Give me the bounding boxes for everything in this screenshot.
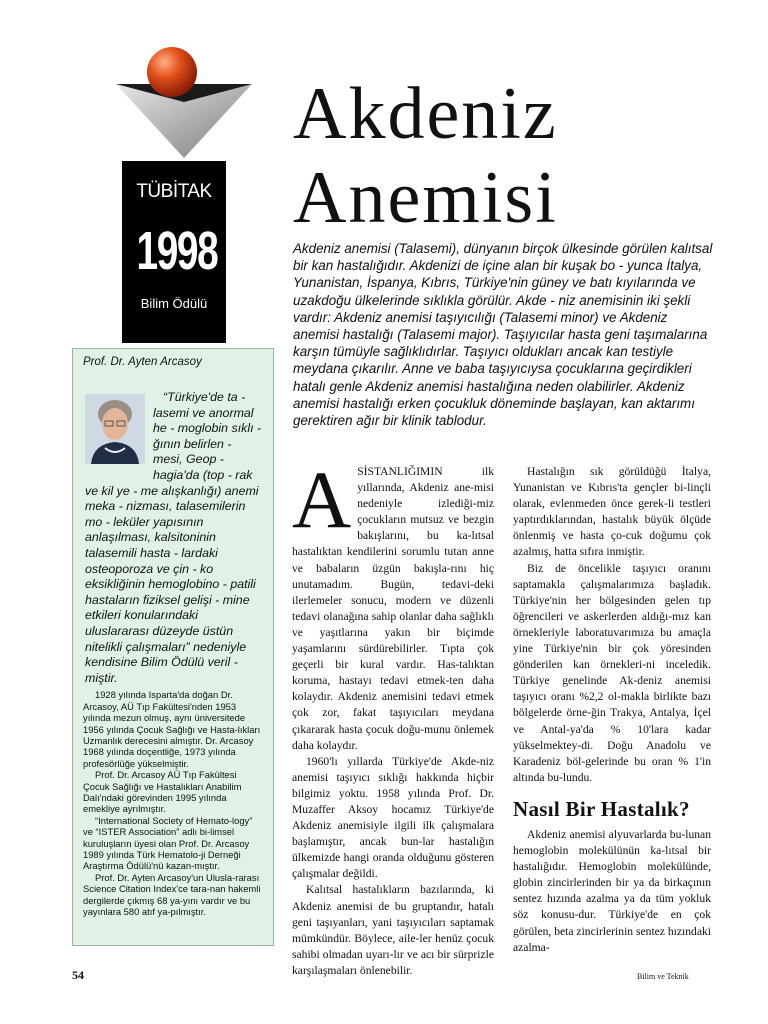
- bio-paragraph: 1928 yılında Isparta'da doğan Dr. Arcasoy, AÜ Tıp Fakültesi'nden 1953 yılında mezun olmuş, aynı üniversitede 1956 yılında Çocuk Sağlığı ve Hasta-lıkları Uzmanlık derecesini almıştır. Dr. Arcasoy 1968 yılında doçentliğe, 1973 yılında profesörlüğe yükselmiştir.: [83, 689, 261, 769]
- bio-paragraph: Prof. Dr. Ayten Arcasoy'un Ulusla-rarası Science Citation Index'ce tara-nan hakemli dergilerde çıkmış 68 ya-yını vardır ve bu yayınlara 580 atıf ya-pılmıştır.: [83, 871, 261, 917]
- body-column-1: [292, 454, 494, 979]
- body-column-2: [513, 464, 711, 956]
- sidebar-box: [72, 348, 274, 946]
- bio-paragraph: “International Society of Hemato-logy” ve “ISTER Association” adlı bi-limsel kuruluşların üyesi olan Prof. Dr. Arcasoy 1989 yılında Türk Hematolo-ji Derneği Araştırma Ödülü'nü kazan-mıştır.: [83, 814, 253, 872]
- article-title: [293, 72, 753, 240]
- badge-org: TÜBİTAK: [136, 181, 212, 202]
- badge-year: 1998: [136, 221, 218, 281]
- tubitak-logo-icon: [116, 46, 252, 161]
- title-line-2: Anemisi: [293, 157, 558, 239]
- magazine-name: Bilim ve Teknik: [637, 972, 689, 981]
- portrait-photo: [85, 394, 145, 464]
- title-line-1: Akdeniz: [293, 73, 558, 155]
- intro-paragraph: Akdeniz anemisi (Talasemi), dünyanın birçok ülkesinde görülen kalıtsal bir kan hastalığıdır. Akdenizi de içine alan bir kuşak bo - yunca İtalya, Yunanistan, İspanya, Kıbrıs, Türkiye'nin güney ve batı kıyılarında ve uzakdoğu ülkelerinde sıklıkla görülür. Akde - niz anemisinin iki şekli vardır: Akdeniz anemisi taşıyıcılığı (Talasemi minor) ve Akdeniz anemisi hastalığı (Talasemi major). Taşıyıcılar hasta geni taşımalarına karşın tümüyle sağlıklıdırlar. Taşıyıcı oldukları ancak kan testiyle meydana çıkarılır. Anne ve baba taşıyıcıysa çocuklarına geçirdikleri hatalı genle Akdeniz anemisi hastalığına neden olabilirler. Akdeniz anemisi hastalığı erken çocukluk döneminde başlayan, kan aktarımı gerektiren ağır bir klinik tablodur.: [293, 241, 713, 429]
- body-paragraph: Akdeniz anemisi alyuvarlarda bu-lunan hemoglobin molekülünün ka-lıtsal bir hastalığıdır. Hemoglobin molekülünde, globin zincirlerinden bir ya da birkaçının sentez hızında azalma ya da tüm yokluk söz konusu-dur. Türkiye'de en çok görülen, beta zincirlerinin sentez hızındaki azalma-: [513, 827, 711, 954]
- author-bio: [83, 689, 263, 917]
- body-paragraph: Biz de öncelikle taşıyıcı oranını saptamakla çalışmalarımıza başladık. Türkiye'nin her bölgesinden gelen tıp öğrencileri ve askerlerden aldığı-mız kan örnekleriyle laboratuvarımıza bu amaçla yine Türkiye'nin bir çok yöresinden gönderilen kan örnekleri-ni inceledik. Türkiye genelinde Ak-deniz anemisi taşıyıcı oranı %2,2 ol-makla birlikte bazı bölgelerde örne-ğin Trakya, Antalya, İçel ve Antal-ya'da % 10'lara kadar yükselmektey-di. Doğu Anadolu ve Karadeniz böl-gelerinde bu oran % 1'in altında bu-lundu.: [513, 561, 711, 784]
- body-paragraph: SİSTANLIĞIMIN ilk yıllarında, Akdeniz ane-misi nedeniyle izlediği-miz çocukların mutsuz ve bezgin bakışlarını, bu ka-lıtsal hastalıktan kendilerini sorumlu tutan anne ve babaların üzgün bakışla-rını hiç unutamadım. Bugün, tedavi-deki ilerlemeler sonucu, modern ve düzenli tedavi olanağına sahip olanlar daha sağlıklı ve yaşıtlarına yakın bir biçimde yaşamlarını sürdürebilirler. Tıpta çok geçerli bir kural vardır. Has-talıktan koruma, hastayı tedavi etmek-ten daha kolaydır. Akdeniz anemisini tedavi etmek çok zor, fakat taşıyıcıları meydana çıkararak hasta çocuk doğu-munu önlemek daha kolaydır.: [292, 465, 494, 752]
- badge-award: Bilim Ödülü: [140, 296, 208, 311]
- section-heading: Nasıl Bir Hastalık?: [513, 796, 690, 821]
- bio-paragraph: Prof. Dr. Arcasoy AÜ Tıp Fakültesi Çocuk Sağlığı ve Hastalıkları Anabilim Dalı'ndaki görevinden 1995 yılında emekliye ayrılmıştır.: [83, 769, 242, 815]
- body-paragraph: 1960'lı yıllarda Türkiye'de Akde-niz anemisi taşıyıcı sıklığı hakkında hiçbir bilgimiz yoktu. 1958 yılında Prof. Dr. Muzaffer Aksoy hocamız Türkiye'de Akdeniz anemisiyle ilgili ilk çalışmalara başlamıştır, ancak bun-lar hastalığın ülkemizde hangi oranda olduğunu gösteren çalışmalar değildi.: [292, 754, 494, 881]
- award-badge: [122, 161, 226, 343]
- drop-cap: A: [292, 454, 352, 545]
- quote-text: “Türkiye'de ta - lasemi ve anormal he - moglobin sıklı - ğının belirlen - mesi, Geop - hagia'da (top - rak ve kil ye - me alışkanlığı) anemi meka - nizması, talasemilerin mo - leküler yapısının anlaşılması, kalsitoninin talasemili hasta - lardaki osteoporoza ve çin - ko eksikliğinin hemoglobino - patili hastaların fiziksel gelişi - mine etkileri konularındaki uluslararası düzeyde üstün nitelikli çalışmaları” nedeniyle kendisine Bilim Ödülü veril - miştir.: [85, 390, 262, 685]
- body-paragraph: Hastalığın sık görüldüğü İtalya, Yunanistan ve Kıbrıs'ta gençler bi-linçli olarak, evlenmeden önce gerek-li testleri yaptırdıklarından, hastalık büyük ölçüde önlenmiş ve hasta ço-cuk doğumu çok azalmış, hatta sıfıra inmiştir.: [513, 465, 711, 559]
- body-paragraph: Kalıtsal hastalıkların bazılarında, ki Akdeniz anemisi de bu gruptandır, hatalı geni taşıyanları, yani taşıyıcıları saptamak mümkündür. Böylece, aile-ler henüz çocuk sahibi olmadan uyarı-lır ve acı bir sürprizle karşılaşmaları önlenebilir.: [292, 883, 494, 977]
- sidebar-author: Prof. Dr. Ayten Arcasoy: [83, 356, 202, 368]
- page-number: 54: [72, 968, 84, 982]
